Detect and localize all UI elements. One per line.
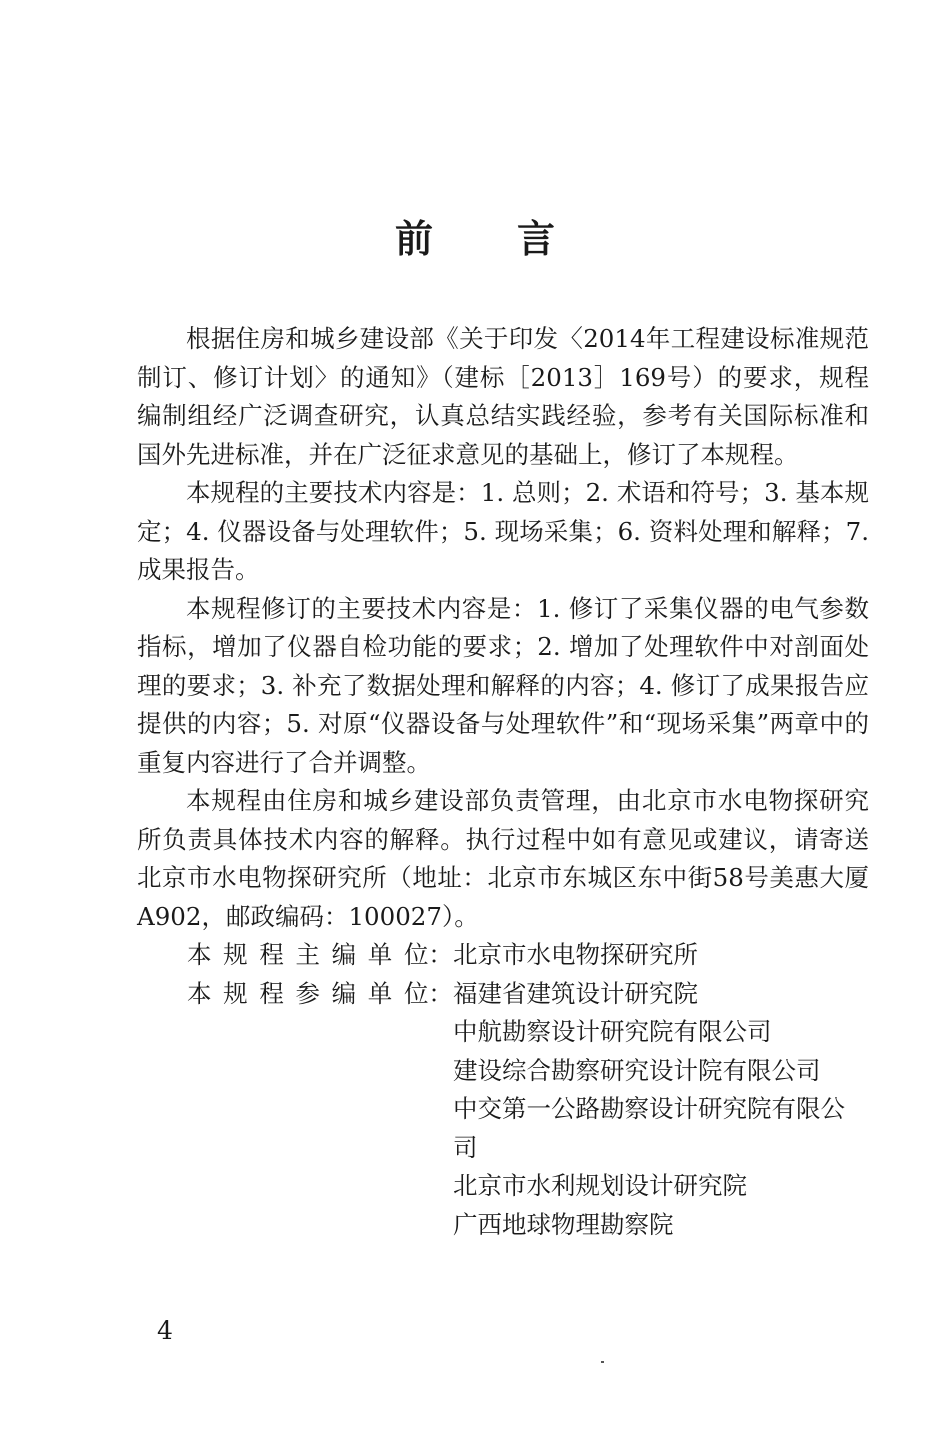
label-char: 本 — [187, 940, 212, 969]
page-title — [0, 214, 950, 264]
paragraph-3: 本规程修订的主要技术内容是：1. 修订了采集仪器的电气参数指标，增加了仪器自检功能的要求；2. 增加了处理软件中对剖面处理的要求；3. 补充了数据处理和解释的内容；4. 修订了成果报告应提供的内容；5. 对原“仪器设备与处理软件”和“现场采集”两章中的重复内容进行了合并调整。 — [137, 593, 869, 777]
label-char: 单 — [367, 978, 393, 1008]
chief-unit-row — [137, 936, 869, 975]
preface-body — [137, 320, 869, 1244]
participating-unit-item: 广西地球物理勘察院 — [453, 1209, 674, 1239]
print-speck — [601, 1361, 604, 1363]
title-char-2: 言 — [517, 217, 556, 261]
label-char: 位： — [403, 978, 453, 1008]
label-char: 位： — [403, 940, 453, 969]
paragraph-1: 根据住房和城乡建设部《关于印发〈2014年工程建设标准规范制订、修订计划〉的通知》（建标［2013］169号）的要求，规程编制组经广泛调查研究，认真总结实践经验，参考有关国际标准和国外先进标准，并在广泛征求意见的基础上，修订了本规程。 — [137, 324, 869, 469]
chief-unit-label — [137, 936, 453, 975]
label-char: 规 — [223, 978, 248, 1008]
chief-unit-values — [453, 936, 869, 975]
page-number: 4 — [157, 1316, 173, 1345]
label-char: 单 — [367, 940, 393, 969]
label-char: 主 — [295, 940, 320, 969]
label-char: 规 — [223, 940, 248, 969]
label-char: 程 — [259, 978, 284, 1008]
participating-unit-item: 中交第一公路勘察设计研究院有限公司 — [453, 1094, 845, 1162]
participating-unit-item: 福建省建筑设计研究院 — [453, 978, 698, 1008]
title-char-1: 前 — [394, 217, 433, 261]
participating-unit-item: 中航勘察设计研究院有限公司 — [453, 1017, 772, 1046]
label-char: 编 — [331, 978, 357, 1008]
participating-unit-item: 建设综合勘察研究设计院有限公司 — [453, 1055, 821, 1085]
paragraph-2: 本规程的主要技术内容是：1. 总则；2. 术语和符号；3. 基本规定；4. 仪器设备与处理软件；5. 现场采集；6. 资料处理和解释；7. 成果报告。 — [137, 478, 869, 584]
participating-unit-item: 北京市水利规划设计研究院 — [453, 1171, 747, 1200]
paragraph-4: 本规程由住房和城乡建设部负责管理，由北京市水电物探研究所负责具体技术内容的解释。执行过程中如有意见或建议，请寄送北京市水电物探研究所（地址：北京市东城区东中街58号美惠大厦A902，邮政编码：100027）。 — [137, 786, 869, 931]
label-char: 参 — [295, 978, 320, 1008]
label-char: 程 — [259, 940, 284, 969]
label-char: 本 — [187, 978, 212, 1008]
participating-units-row — [137, 975, 869, 1245]
participating-units-label — [137, 975, 453, 1014]
participating-units-values — [453, 975, 869, 1245]
label-char: 编 — [331, 940, 357, 969]
chief-unit-item: 北京市水电物探研究所 — [453, 940, 698, 969]
